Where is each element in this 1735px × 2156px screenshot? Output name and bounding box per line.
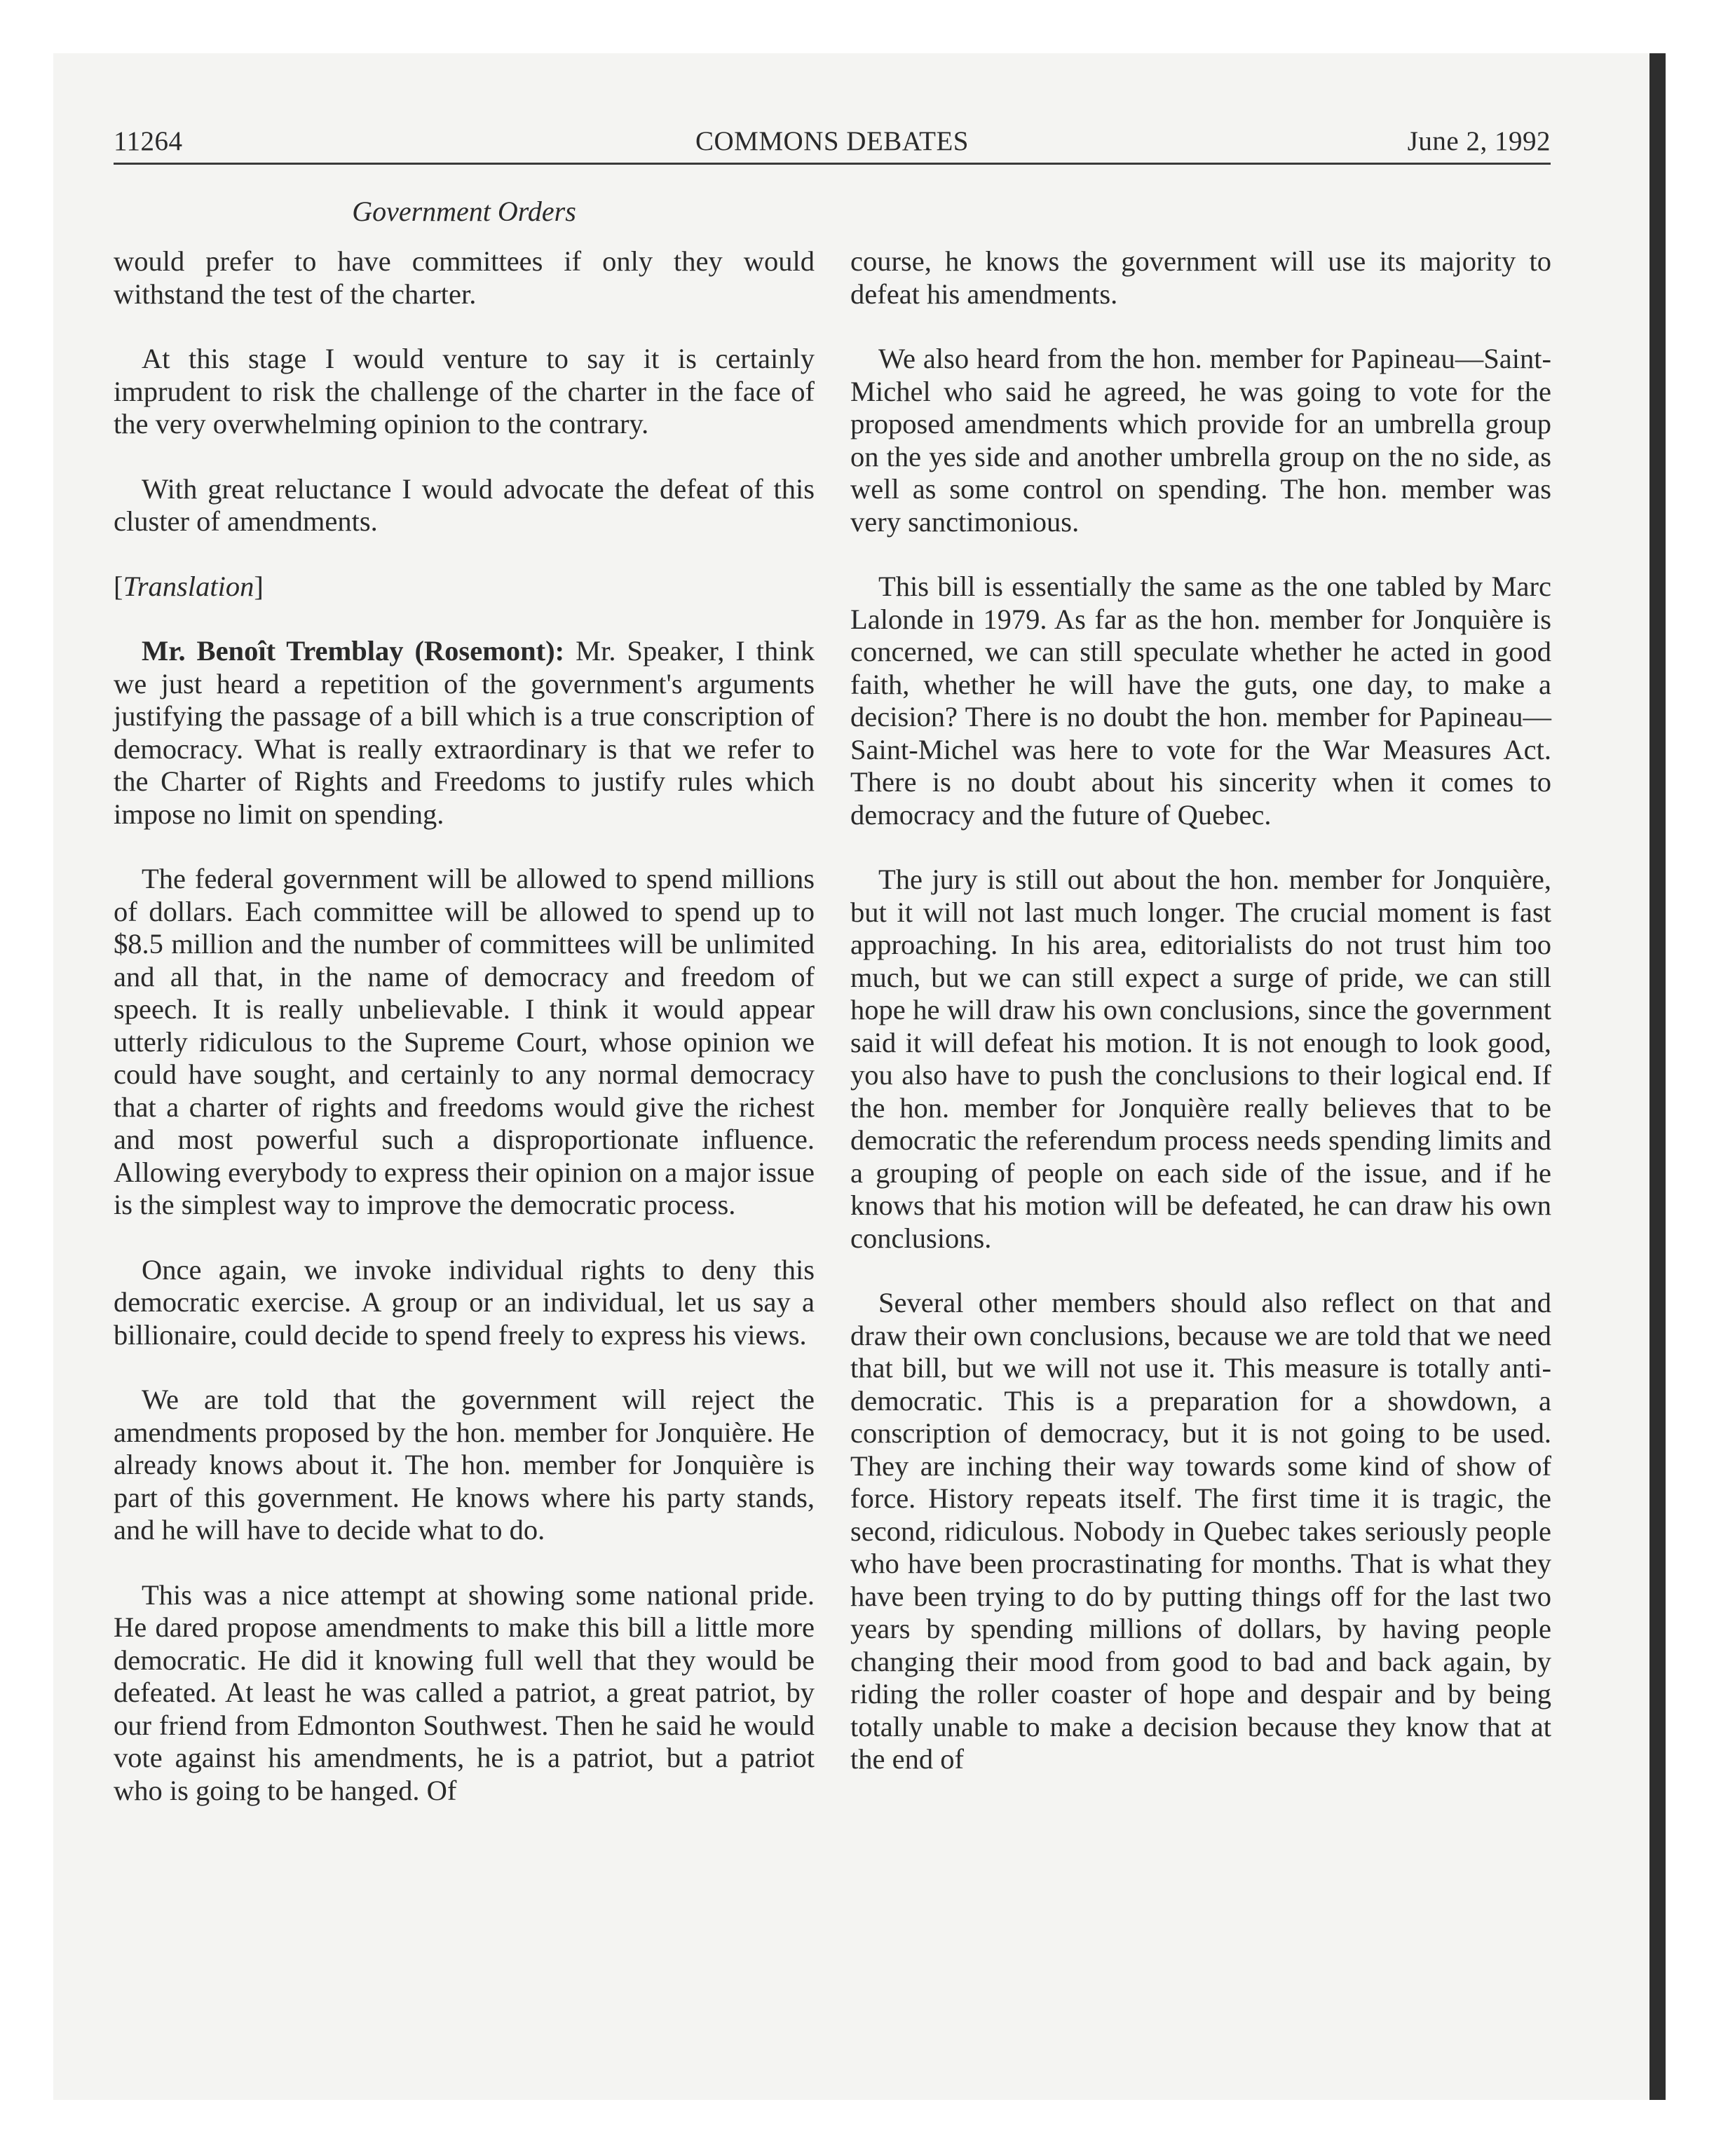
paragraph: This was a nice attempt at showing some national pride. He dared propose amendments to make this bill a little more democratic. He did it knowing full well that they would be defeated. At least he was called a patriot, a great patriot, by our friend from Edmonton Southwest. Then he said he would vote against his amendments, he is a patriot, but a patriot who is going to be hanged. Of [114,1578,815,1806]
translation-note: [Translation] [114,570,264,602]
publication-date: June 2, 1992 [1407,126,1551,156]
publication-title: COMMONS DEBATES [695,126,969,156]
paragraph: We are told that the government will reject the amendments proposed by the hon. member for Jonquière. He already knows about it. The hon. member for Jonquière is part of this government. He knows where his party stands, and he will have to decide what to do. [114,1384,815,1546]
header-rule [114,163,1551,165]
page-number: 11264 [114,126,183,156]
speech-paragraph [114,635,815,831]
scan-edge-bar [1649,53,1666,2100]
paragraph: course, he knows the government will use its majority to defeat his amendments. [850,245,1551,310]
section-title: Government Orders [352,196,576,227]
left-column [114,245,815,1839]
paragraph: This bill is essentially the same as the one tabled by Marc Lalonde in 1979. As far as the hon. member for Jonquière is concerned, we can still speculate whether he acted in good faith, whether he will have the guts, one day, to make a decision? There is no doubt the hon. member for Papineau—Saint-Michel was here to vote for the War Measures Act. There is no doubt about his sincerity when it comes to democracy and the future of Quebec. [850,571,1551,831]
right-column [850,245,1551,1808]
running-header [114,121,1551,163]
paragraph: With great reluctance I would advocate the defeat of this cluster of amendments. [114,472,815,537]
speech-text: Mr. Speaker, I think we just heard a repetition of the government's arguments justifying the passage of a bill which is a true conscription of democracy. What is really extraordinary is that we refer to the Charter of Rights and Freedoms to justify rules which impose no limit on spending. [114,635,815,830]
paragraph: The federal government will be allowed to spend millions of dollars. Each committee will be allowed to spend up to $8.5 million and the number of committees will be unlimited and all that, in the name of democracy and freedom of speech. It is really unbelievable. I think it would appear utterly ridiculous to the Supreme Court, whose opinion we could have sought, and certainly to any normal democracy that a charter of rights and freedoms would give the richest and most powerful such a disproportionate influence. Allowing everybody to express their opinion on a major issue is the simplest way to improve the democratic process. [114,863,815,1220]
translation-label: Translation [123,570,254,602]
paragraph: Several other members should also reflect on that and draw their own conclusions, because we are told that we need that bill, but we will not use it. This measure is totally anti-democratic. This is a preparation for a showdown, a conscription of democracy, but it is not going to be used. They are inching their way towards some kind of show of force. History repeats itself. The first time it is tragic, the second, ridiculous. Nobody in Quebec takes seriously people who have been procrastinating for months. That is what they have been trying to do by putting things off for the last two years by spending millions of dollars, by having people changing their mood from good to bad and back again, by riding the roller coaster of hope and despair and by being totally unable to make a decision because they know that at the end of [850,1287,1551,1775]
paragraph: At this stage I would venture to say it is certainly imprudent to risk the challenge of the charter in the face of the very overwhelming opinion to the contrary. [114,343,815,439]
paragraph: Once again, we invoke individual rights to deny this democratic exercise. A group or an individual, let us say a billionaire, could decide to spend freely to express his views. [114,1253,815,1351]
speaker-name: Mr. Benoît Tremblay (Rosemont): [142,635,565,667]
paragraph: The jury is still out about the hon. member for Jonquière, but it will not last much longer. The crucial moment is fast approaching. In his area, editorialists do not trust him too much, but we can still expect a surge of pride, we can still hope he will draw his own conclusions, since the government said it will defeat his motion. It is not enough to look good, you also have to push the conclusions to their logical end. If the hon. member for Jonquière really believes that to be democratic the referendum process needs spending limits and a grouping of people on each side of the issue, and if he knows that his motion will be defeated, he can draw his own conclusions. [850,864,1551,1254]
paragraph: We also heard from the hon. member for Papineau—Saint-Michel who said he agreed, he was going to vote for the proposed amendments which provide for an umbrella group on the yes side and another umbrella group on the no side, as well as some control on spending. The hon. member was very sanctimonious. [850,343,1551,538]
paragraph: would prefer to have committees if only they would withstand the test of the charter. [114,245,815,310]
